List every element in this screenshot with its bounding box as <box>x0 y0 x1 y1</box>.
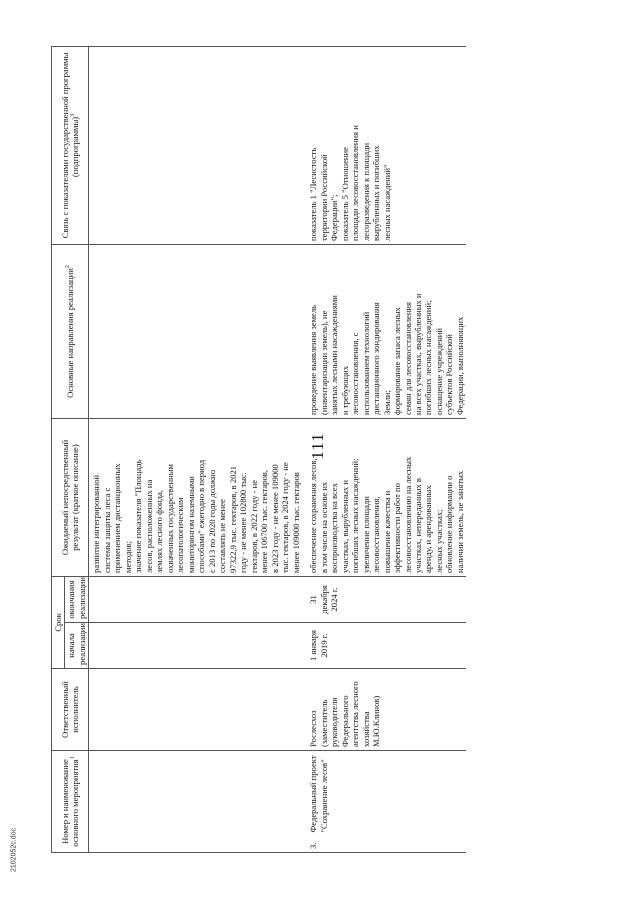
header-term-start: начала реализации <box>65 623 89 669</box>
continuation-result-cell <box>89 418 302 576</box>
text-line: погибших лесных насаждений; <box>350 458 361 573</box>
text-line: лесовосстановлению на лесных <box>402 456 413 573</box>
text-line: землях лесного фонда, <box>154 490 165 573</box>
text-line: системы защиты леса с <box>101 487 112 573</box>
measure-number: 3. <box>308 842 319 849</box>
text-line: менее 109000 тыс. гектаров <box>290 472 301 573</box>
text-line: семян для лесовосстановления <box>402 302 413 415</box>
text-line: увеличение площади <box>360 496 371 573</box>
text-line: Федерации, выполняющих <box>454 316 465 415</box>
table-header <box>52 46 89 852</box>
directions-cell <box>302 244 466 418</box>
start-date-cell <box>302 623 466 669</box>
text-line: М.Ю.Клинов) <box>371 695 382 747</box>
text-line: участках, непереданных в <box>412 478 423 573</box>
text-line: в 2023 году - не менее 109000 <box>269 464 280 573</box>
text-line: наличии земель, не занятых <box>454 470 465 573</box>
header-program-link: Связь с показателями государственной программы (подпрограммы)$^3$ <box>52 46 89 244</box>
text-line: 2019 г. <box>318 633 329 658</box>
header-term: Срок <box>52 576 65 668</box>
text-line: Земли; <box>381 390 392 415</box>
text-line: лесных участках; <box>433 509 444 573</box>
text-line: руководителя <box>329 697 340 747</box>
rotated-page-content <box>51 47 611 853</box>
text-line: лесопатологическим <box>175 497 186 573</box>
text-line: проведение выявления земель <box>308 304 319 415</box>
text-line: лесовосстановления, с <box>350 332 361 415</box>
text-line: территории Российской <box>318 154 329 241</box>
measures-table <box>51 46 466 853</box>
text-line: (инвентаризации земель), не <box>318 310 329 415</box>
header-term-end: окончания реализации <box>65 576 89 622</box>
text-line: с 2013 по 2020 годы должно <box>206 469 217 573</box>
header-directions: Основные направления реализации$^2$ <box>52 244 89 418</box>
text-line: вырубленных и погибших <box>371 145 382 241</box>
text-line: лесов, расположенных на <box>143 479 154 573</box>
text-line: лесных насаждений" <box>381 164 392 241</box>
text-line: участках, вырубленных и <box>339 480 350 573</box>
cell-empty <box>89 576 302 622</box>
text-line: хозяйства <box>360 711 371 747</box>
text-line: значение показателя "Площадь <box>133 459 144 573</box>
text-line: менее 106700 тыс. гектаров, <box>259 470 270 573</box>
text-line: обновление информации о <box>444 475 455 573</box>
header-expected-result: Ожидаемый непосредственный результат (краткое описание) <box>52 418 89 576</box>
cell-empty <box>89 751 302 853</box>
text-line: применением дистанционных <box>112 463 123 573</box>
expected-result-cell <box>302 418 466 576</box>
text-line: способами" ежегодно в период <box>196 459 207 573</box>
text-line: обеспечение сохранения лесов, <box>308 458 319 573</box>
text-line: 31 декабря <box>308 585 329 614</box>
text-line: гектаров, в 2022 году - не <box>248 479 259 573</box>
program-link-cell <box>302 46 466 244</box>
text-line: дистанционного зондирования <box>371 302 382 415</box>
text-line: площади лесовосстановления и <box>350 125 361 241</box>
text-line: эффективности работ по <box>392 483 403 573</box>
text-line: Федеральный проект <box>308 755 319 833</box>
text-line: Федерального <box>339 695 350 747</box>
cell-empty <box>89 669 302 751</box>
text-line: оснащение учреждений <box>433 328 444 415</box>
executor-cell <box>302 669 466 751</box>
text-line: мониторингом наземными <box>185 476 196 573</box>
text-line: и требующих <box>339 365 350 415</box>
text-line: агентства лесного <box>350 681 361 747</box>
header-executor: Ответственный исполнитель <box>52 669 89 751</box>
text-line: 1 января <box>308 630 319 662</box>
text-line: показатель 5 "Отношение <box>339 147 350 241</box>
text-line: (заместитель <box>318 699 329 747</box>
text-line: занятых лесными насаждениями <box>329 295 340 415</box>
table-row <box>302 46 466 852</box>
text-line: лесоразведения к площади <box>360 142 371 241</box>
text-line: охваченных государственным <box>164 464 175 573</box>
end-date-cell <box>302 576 466 622</box>
text-line: повышение качества и <box>381 490 392 573</box>
text-line: методов; <box>122 540 133 573</box>
footer-file-code: 2102052с.doc <box>10 828 18 872</box>
text-line: 97322,9 тыс. гектаров, в 2021 <box>227 465 238 573</box>
header-measure-name: Номер и наименование основного мероприятия$^1$ <box>52 751 89 853</box>
text-line: лесовосстановления, <box>371 496 382 573</box>
text-line: на всех участках, вырубленных и <box>412 293 423 415</box>
cell-empty <box>89 46 302 244</box>
text-line: тыс. гектаров, в 2024 году - не <box>280 462 291 573</box>
text-line: в том числе на основе их <box>318 481 329 573</box>
text-line: 2024 г. <box>329 587 340 612</box>
text-line: составлять не менее <box>217 499 228 573</box>
table-row <box>89 46 302 852</box>
text-line: аренду, и арендованных <box>423 485 434 573</box>
text-line: использованием технологий <box>360 311 371 415</box>
text-line: развитие интегрированной <box>91 474 102 573</box>
text-line: воспроизводства на всех <box>329 483 340 573</box>
text-line: субъектов Российской <box>444 334 455 415</box>
cell-empty <box>89 623 302 669</box>
text-line: году - не менее 102800 тыс. <box>238 472 249 573</box>
measure-name-cell <box>302 751 466 853</box>
text-line: показатель 1 "Лесистость <box>308 147 319 241</box>
text-line: "Сохранение лесов" <box>318 759 329 833</box>
text-line: Федерации"; <box>329 194 340 241</box>
text-line: Рослесхоз <box>308 710 319 747</box>
text-line: формирование запаса лесных <box>392 307 403 415</box>
cell-empty <box>89 244 302 418</box>
text-line: погибших лесных насаждений; <box>423 300 434 415</box>
page-number: 111 <box>308 432 327 460</box>
